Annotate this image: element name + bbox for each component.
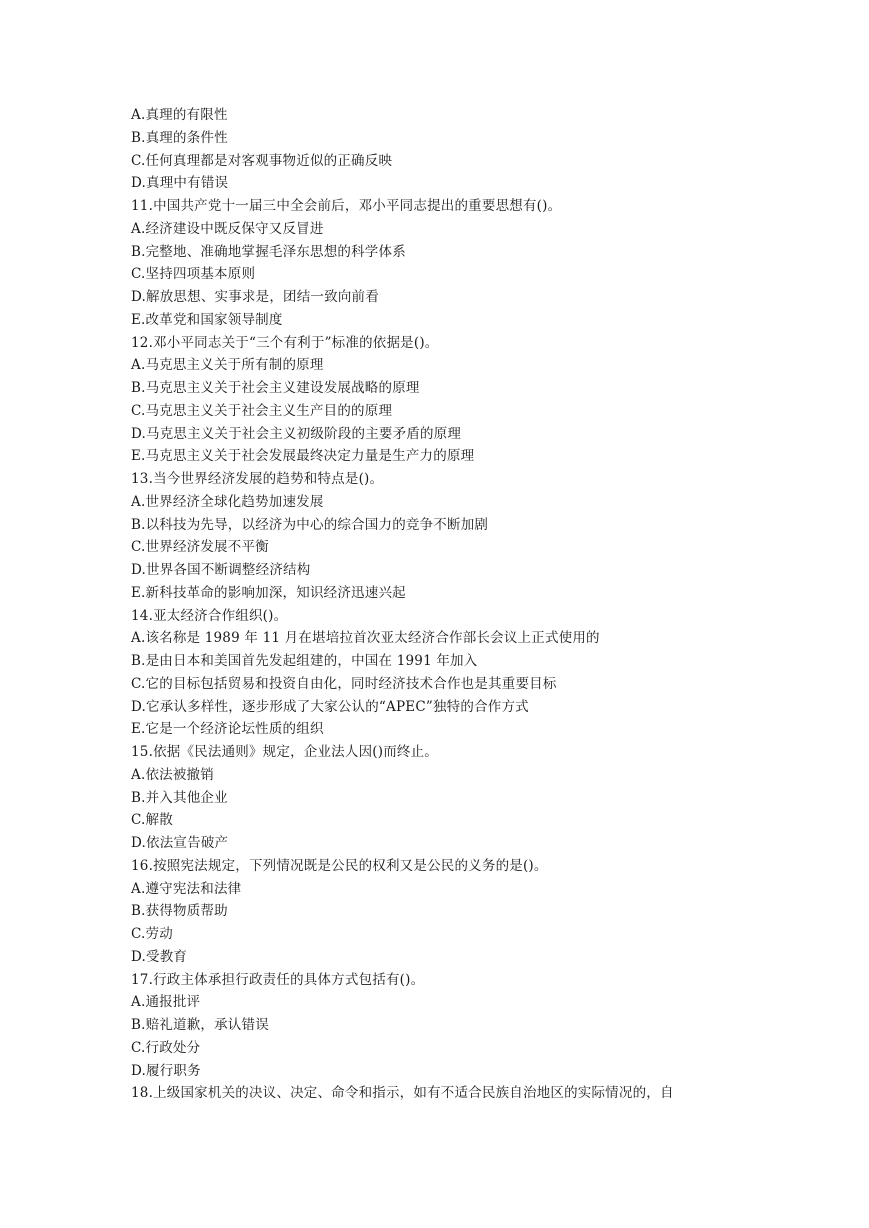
answer-option: B.以科技为先导，以经济为中心的综合国力的竞争不断加剧 <box>131 516 489 533</box>
answer-option: C.解散 <box>131 812 173 829</box>
answer-option: A.该名称是 1989 年 11 月在堪培拉首次亚太经济合作部长会议上正式使用的 <box>131 630 600 647</box>
question-text: 11.中国共产党十一届三中全会前后，邓小平同志提出的重要思想有()。 <box>131 198 562 214</box>
question-text: 13.当今世界经济发展的趋势和特点是()。 <box>131 471 384 487</box>
question-text: 17.行政主体承担行政责任的具体方式包括有()。 <box>131 971 425 988</box>
answer-option: C.坚持四项基本原则 <box>131 266 256 283</box>
question-text: 12.邓小平同志关于“三个有利于”标准的依据是()。 <box>131 334 439 351</box>
answer-option: C.任何真理都是对客观事物近似的正确反映 <box>131 152 393 169</box>
answer-option: B.获得物质帮助 <box>131 903 228 920</box>
answer-option: A.世界经济全球化趋势加速发展 <box>131 493 324 510</box>
answer-option: D.世界各国不断调整经济结构 <box>131 562 311 578</box>
answer-option: B.马克思主义关于社会主义建设发展战略的原理 <box>131 380 420 396</box>
answer-option: B.赔礼道歉，承认错误 <box>131 1017 269 1033</box>
answer-option: B.完整地、准确地掌握毛泽东思想的科学体系 <box>131 243 406 260</box>
answer-option: C.马克思主义关于社会主义生产目的的原理 <box>131 402 393 419</box>
answer-option: E.它是一个经济论坛性质的组织 <box>131 721 324 738</box>
answer-option: E.改革党和国家领导制度 <box>131 311 283 328</box>
answer-option: D.真理中有错误 <box>131 175 229 192</box>
answer-option: D.马克思主义关于社会主义初级阶段的主要矛盾的原理 <box>131 425 462 442</box>
answer-option: A.真理的有限性 <box>131 107 228 123</box>
answer-option: A.依法被撤销 <box>131 766 214 783</box>
answer-option: A.经济建设中既反保守又反冒进 <box>131 220 324 237</box>
answer-option: B.是由日本和美国首先发起组建的，中国在 1991 年加入 <box>131 653 478 669</box>
answer-option: E.新科技革命的影响加深，知识经济迅速兴起 <box>131 584 406 601</box>
answer-option: B.真理的条件性 <box>131 129 228 146</box>
answer-option: D.它承认多样性，逐步形成了大家公认的“APEC”独特的合作方式 <box>131 698 529 715</box>
answer-option: A.马克思主义关于所有制的原理 <box>131 357 324 374</box>
question-text: 18.上级国家机关的决议、决定、命令和指示，如有不适合民族自治地区的实际情况的，自 <box>131 1085 674 1102</box>
answer-option: A.遵守宪法和法律 <box>131 880 242 897</box>
question-text: 16.按照宪法规定，下列情况既是公民的权利又是公民的义务的是()。 <box>131 857 548 874</box>
document-body <box>131 104 751 1105</box>
answer-option: D.受教育 <box>131 948 188 965</box>
answer-option: B.并入其他企业 <box>131 789 228 806</box>
answer-option: D.解放思想、实事求是，团结一致向前看 <box>131 289 379 305</box>
answer-option: C.世界经济发展不平衡 <box>131 539 269 556</box>
answer-option: C.它的目标包括贸易和投资自由化，同时经济技术合作也是其重要目标 <box>131 675 557 692</box>
answer-option: D.依法宣告破产 <box>131 835 229 851</box>
answer-option: C.行政处分 <box>131 1039 201 1056</box>
answer-option: E.马克思主义关于社会发展最终决定力量是生产力的原理 <box>131 448 475 465</box>
question-text: 14.亚太经济合作组织()。 <box>131 607 288 624</box>
answer-option: A.通报批评 <box>131 994 201 1011</box>
answer-option: C.劳动 <box>131 926 173 942</box>
answer-option: D.履行职务 <box>131 1062 201 1079</box>
question-text: 15.依据《民法通则》规定，企业法人因()而终止。 <box>131 744 439 760</box>
